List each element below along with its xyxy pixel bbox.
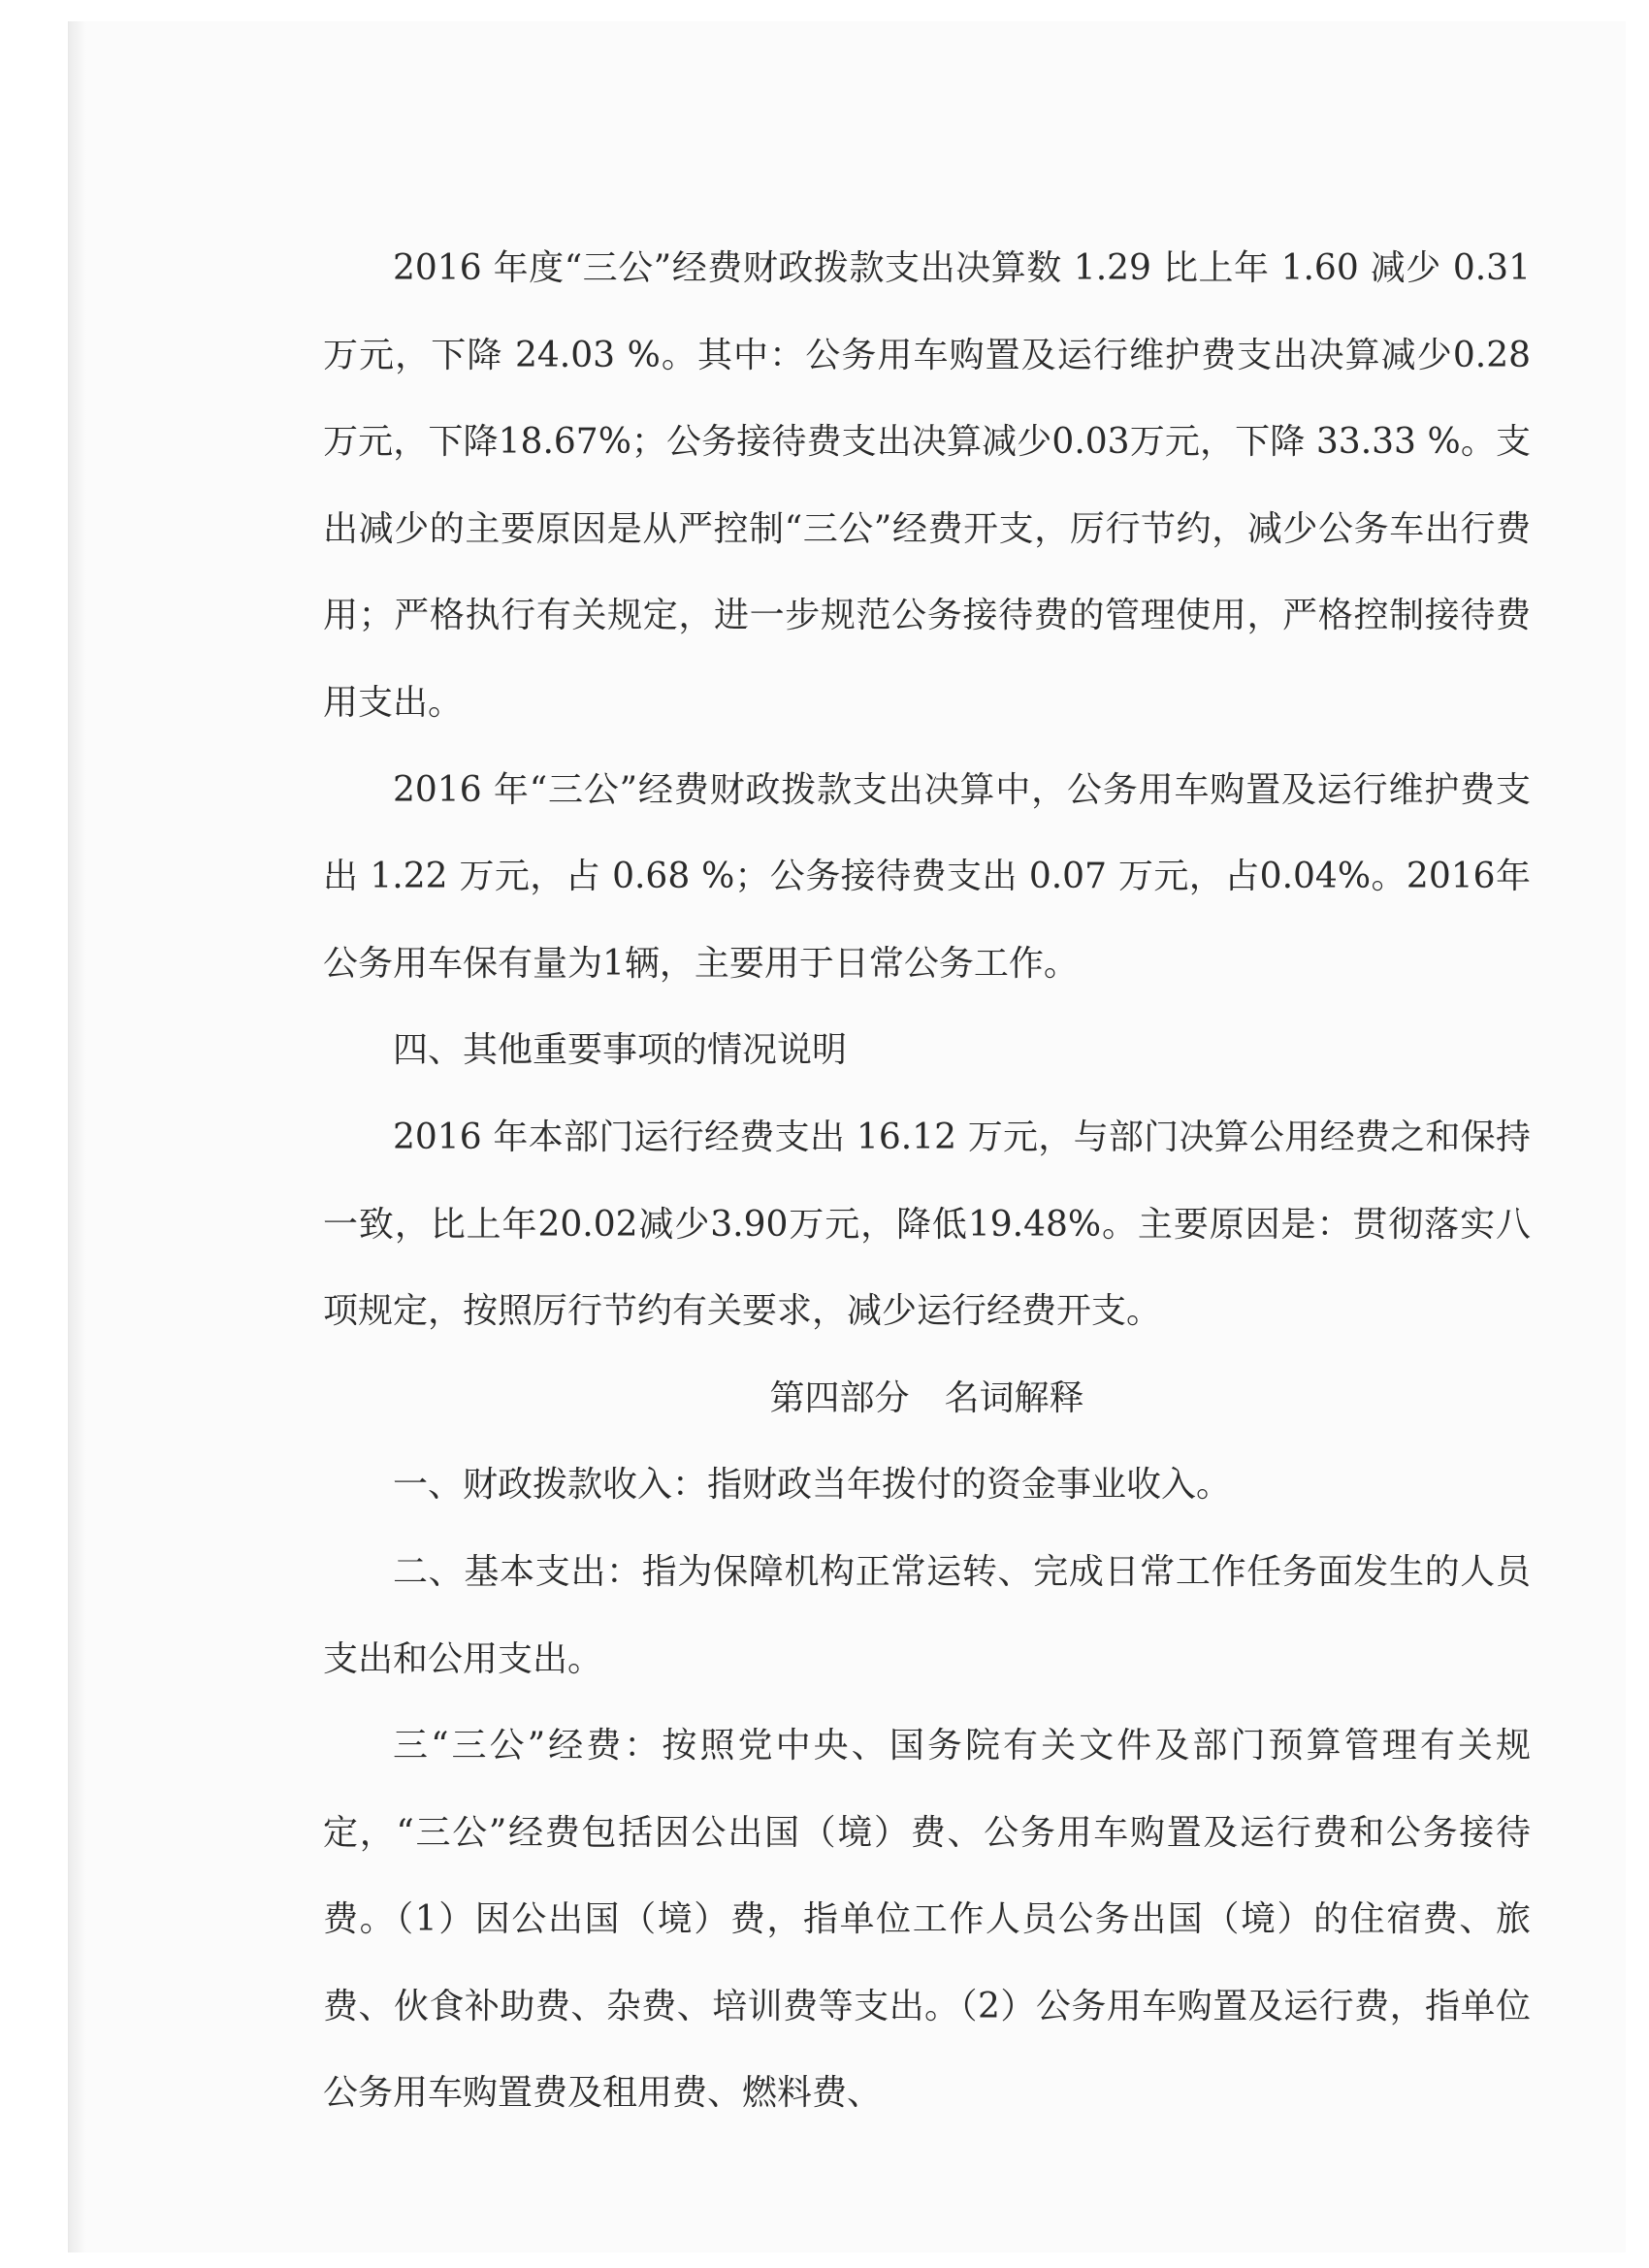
definition-fiscal-income: 一、财政拨款收入：指财政当年拨付的资金事业收入。 xyxy=(393,1465,1232,1506)
section-heading-other-matters: 四、其他重要事项的情况说明 xyxy=(393,1030,848,1071)
definition-basic-expenditure: 二、基本支出：指为保障机构正常运转、完成日常工作任务面发生的人员支出和公用支出。 xyxy=(323,1551,1531,1679)
part-four-title: 第四部分 名词解释 xyxy=(769,1377,1084,1418)
definition-sangong-funds: 三“三公”经费：按照党中央、国务院有关文件及部门预算管理有关规定，“三公”经费包括因公出国（境）费、公务用车购置及运行费和公务接待费。（1）因公出国（境）费，指单位工作人员公务出国（境）的住宿费、旅费、伙食补助费、杂费、培训费等支出。（2）公务用车购置及运行费，指单位公务用车购置费及租用费、燃料费、 xyxy=(323,1726,1531,2114)
paragraph-operating-expenses: 2016 年本部门运行经费支出 16.12 万元，与部门决算公用经费之和保持一致，比上年20.02减少3.90万元，降低19.48%。主要原因是：贯彻落实八项规定，按照厉行节约有关要求，减少运行经费开支。 xyxy=(323,1117,1531,1332)
paragraph-sangong-breakdown: 2016 年“三公”经费财政拨款支出决算中，公务用车购置及运行维护费支出 1.22 万元，占 0.68 %；公务接待费支出 0.07 万元，占0.04%。2016年公务用车保有量为1辆，主要用于日常公务工作。 xyxy=(323,769,1531,984)
document-page xyxy=(68,21,1626,2252)
paragraph-sangong-summary: 2016 年度“三公”经费财政拨款支出决算数 1.29 比上年 1.60 减少 0.31 万元，下降 24.03 %。其中：公务用车购置及运行维护费支出决算减少0.28万元，下降18.67%；公务接待费支出决算减少0.03万元，下降 33.33 %。支出减少的主要原因是从严控制“三公”经费开支，厉行节约，减少公务车出行费用；严格执行有关规定，进一步规范公务接待费的管理使用，严格控制接待费用支出。 xyxy=(323,248,1531,723)
document-body xyxy=(323,225,1531,2137)
